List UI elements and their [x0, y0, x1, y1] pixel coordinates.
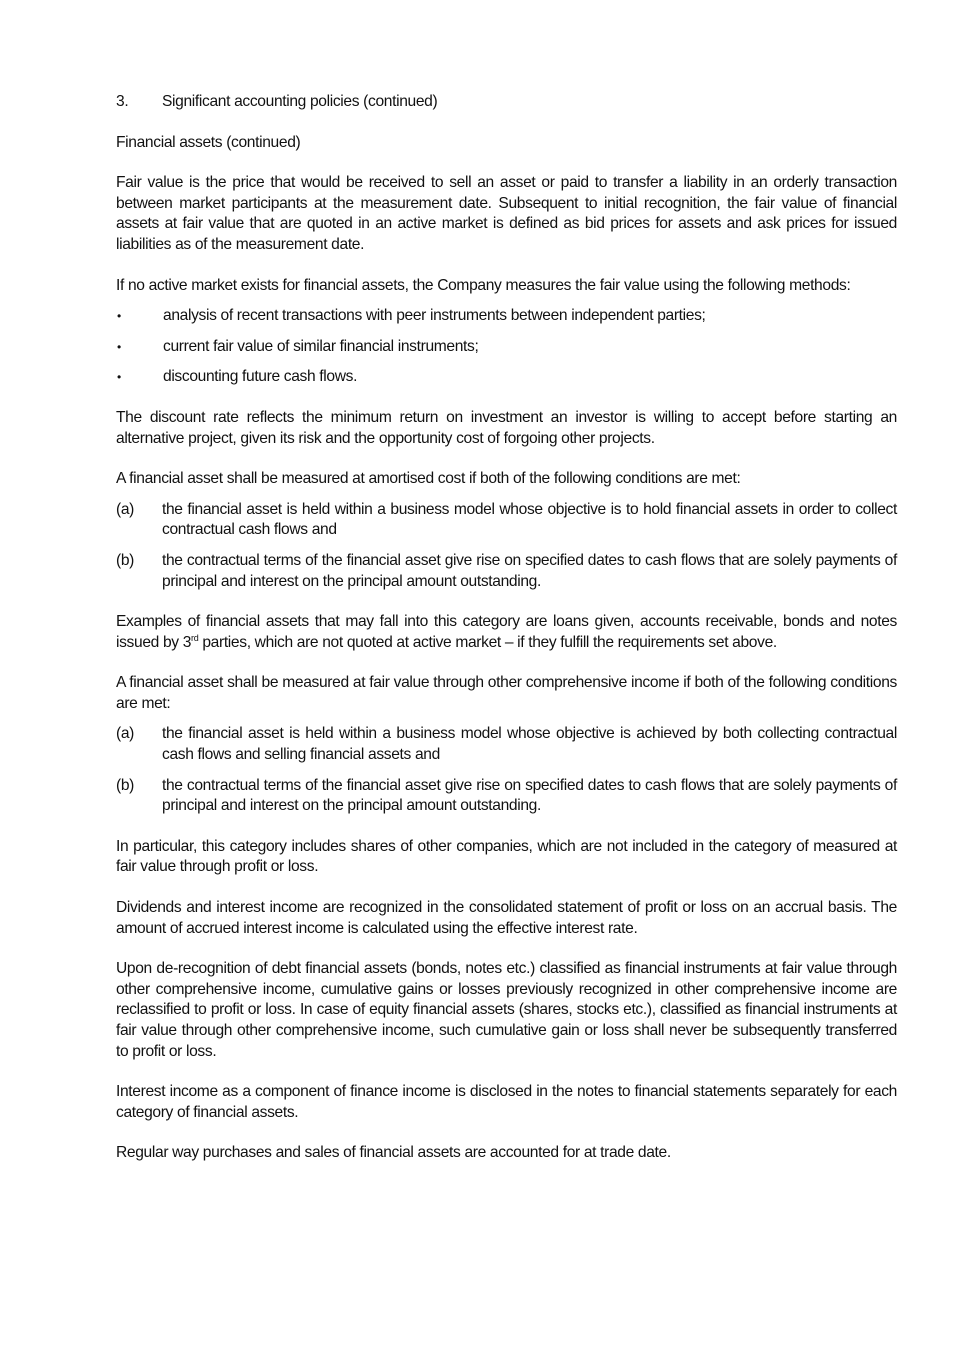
list-item-text: current fair value of similar financial instruments;: [163, 337, 479, 355]
fair-value-methods-list: [116, 306, 897, 388]
paragraph-fair-value-definition: Fair value is the price that would be received to sell an asset or paid to transfer a liability in an orderly transaction between market participants at the measurement date. Subsequent to initial recognition, the fair value of financial assets at fair value that are quoted in an active market is defined as bid prices for assets and ask prices for issued liabilities as of the measurement date.: [116, 174, 897, 253]
subsection-heading: Financial assets (continued): [116, 133, 301, 151]
fvoci-conditions-list: [116, 724, 897, 816]
examples-text-start: Examples of financial assets that may fall into this category are loans given, accounts receivable, bonds and notes issued by 3: [116, 613, 897, 651]
list-item-text: discounting future cash flows.: [163, 368, 358, 386]
paragraph-shares-category: In particular, this category includes shares of other companies, which are not included in the category of measured at fair value through profit or loss.: [116, 837, 897, 876]
list-item: [116, 551, 897, 592]
list-item: [116, 776, 897, 817]
section-heading: [116, 92, 897, 113]
condition-text: the financial asset is held within a business model whose objective is achieved by both collecting contractual cash flows and selling financial assets and: [162, 725, 897, 764]
condition-text: the financial asset is held within a business model whose objective is to hold financial assets in order to collect contractual cash flows and: [162, 500, 897, 539]
bullet-marker: •: [117, 339, 121, 354]
paragraph-amortised-cost: A financial asset shall be measured at amortised cost if both of the following conditions are met:: [116, 470, 741, 488]
list-item-text: analysis of recent transactions with peer instruments between independent parties;: [163, 307, 706, 325]
condition-marker: (b): [116, 551, 135, 569]
bullet-marker: •: [117, 370, 121, 385]
condition-marker: (a): [116, 500, 135, 518]
condition-marker: (a): [116, 725, 135, 743]
paragraph-examples: [116, 612, 897, 653]
list-item: [116, 337, 897, 358]
paragraph-interest-income: Interest income as a component of finance income is disclosed in the notes to financial statements separately for each category of financial assets.: [116, 1083, 897, 1121]
paragraph-fvoci: A financial asset shall be measured at fair value through other comprehensive income if both of the following conditions are met:: [116, 674, 897, 712]
condition-text: the contractual terms of the financial asset give rise on specified dates to cash flows that are solely payments of principal and interest on the principal amount outstanding.: [162, 776, 897, 815]
document-page: [116, 92, 897, 1184]
paragraph-discount-rate: The discount rate reflects the minimum return on investment an investor is willing to accept before starting an alternative project, given its risk and the opportunity cost of forgoing other projects.: [116, 408, 897, 447]
list-item: [116, 500, 897, 541]
section-title: Significant accounting policies (continued): [162, 93, 438, 110]
list-item: [116, 724, 897, 765]
paragraph-trade-date: Regular way purchases and sales of financial assets are accounted for at trade date.: [116, 1144, 671, 1162]
section-number: 3.: [116, 93, 129, 110]
paragraph-dividends-interest: Dividends and interest income are recognized in the consolidated statement of profit or loss on an accrual basis. The amount of accrued interest income is calculated using the effective interest rate.: [116, 899, 897, 937]
list-item: [116, 367, 897, 388]
condition-marker: (b): [116, 776, 135, 794]
condition-text: the contractual terms of the financial asset give rise on specified dates to cash flows that are solely payments of principal and interest on the principal amount outstanding.: [162, 551, 897, 590]
bullet-marker: •: [117, 309, 121, 324]
amortised-cost-conditions-list: [116, 500, 897, 592]
list-item: [116, 306, 897, 327]
paragraph-no-active-market: If no active market exists for financial assets, the Company measures the fair value using the following methods:: [116, 276, 851, 294]
ordinal-suffix: rd: [191, 632, 199, 643]
paragraph-derecognition: Upon de-recognition of debt financial assets (bonds, notes etc.) classified as financial instruments at fair value through other comprehensive income, cumulative gains or losses previously recognized in other comprehensive income are reclassified to profit or loss. In case of equity financial assets (shares, stocks etc.), classified as financial instruments at fair value through other comprehensive income, such cumulative gain or loss shall never be subsequently transferred to profit or loss.: [116, 960, 897, 1060]
examples-text-end: parties, which are not quoted at active market – if they fulfill the requirements set above.: [198, 633, 777, 651]
